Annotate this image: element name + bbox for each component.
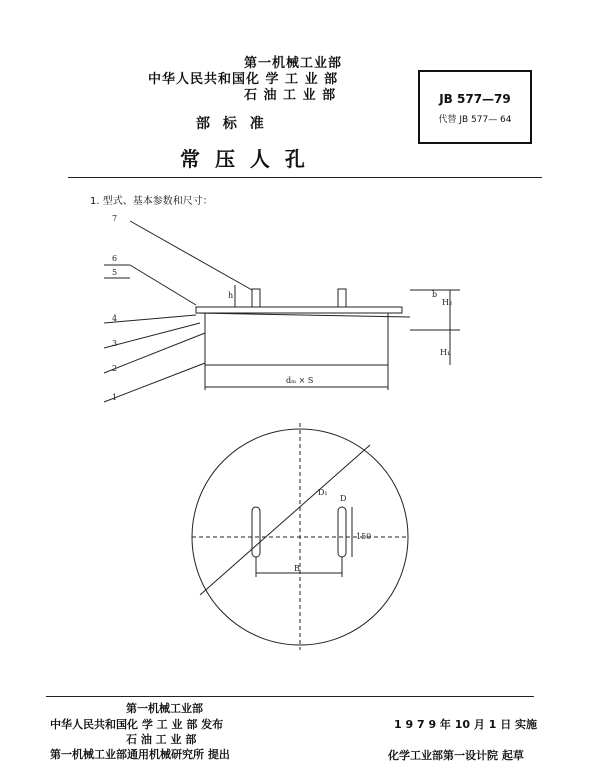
footer-rule bbox=[46, 696, 534, 697]
proposer-line: 第一机械工业部通用机械研究所 提出 bbox=[50, 748, 230, 761]
part-number-7: 7 bbox=[112, 214, 118, 223]
ministry-line-3: 石 油 工 业 部 bbox=[244, 88, 337, 103]
part-number-4: 4 bbox=[112, 314, 118, 323]
ministry-line-2: 中华人民共和国化 学 工 业 部 bbox=[148, 72, 339, 87]
dim-B-label: B bbox=[294, 564, 300, 573]
part-number-6: 6 bbox=[112, 254, 118, 263]
document-title: 常 压 人 孔 bbox=[180, 147, 309, 171]
dim-diameter-label: dₘ × S bbox=[286, 376, 314, 385]
dim-150-label: 150 bbox=[356, 532, 372, 541]
implementation-date: 1 9 7 9 年 10 月 1 日 实施 bbox=[394, 718, 538, 731]
standard-code: JB 577—79 bbox=[439, 92, 511, 106]
dim-b-label: b bbox=[432, 290, 438, 299]
issuer-line-3: 石 油 工 业 部 bbox=[126, 733, 197, 746]
section-heading: 1. 型式、基本参数和尺寸： bbox=[90, 196, 213, 207]
part-number-5: 5 bbox=[112, 268, 118, 277]
issuer-line-1: 第一机械工业部 bbox=[126, 702, 203, 715]
ministry-line-1: 第一机械工业部 bbox=[244, 56, 343, 71]
replaces-code: 代替 JB 577— 64 bbox=[438, 115, 512, 125]
part-number-2: 2 bbox=[112, 364, 118, 373]
standard-code-box bbox=[418, 70, 532, 144]
dim-h-label: h bbox=[228, 291, 234, 300]
dim-h1-label: H₁ bbox=[440, 348, 451, 357]
dim-h2-label: H₂ bbox=[442, 298, 453, 307]
standard-type: 部 标 准 bbox=[196, 116, 268, 132]
header-rule bbox=[68, 177, 542, 178]
part-number-1: 1 bbox=[112, 393, 118, 402]
dim-D-label: D bbox=[340, 494, 347, 503]
drafter-line: 化学工业部第一设计院 起草 bbox=[388, 749, 524, 762]
dim-D1-label: D₁ bbox=[318, 488, 328, 497]
part-number-3: 3 bbox=[112, 339, 118, 348]
issuer-line-2: 中华人民共和国化 学 工 业 部 发布 bbox=[50, 718, 224, 731]
manhole-drawing bbox=[0, 205, 600, 670]
